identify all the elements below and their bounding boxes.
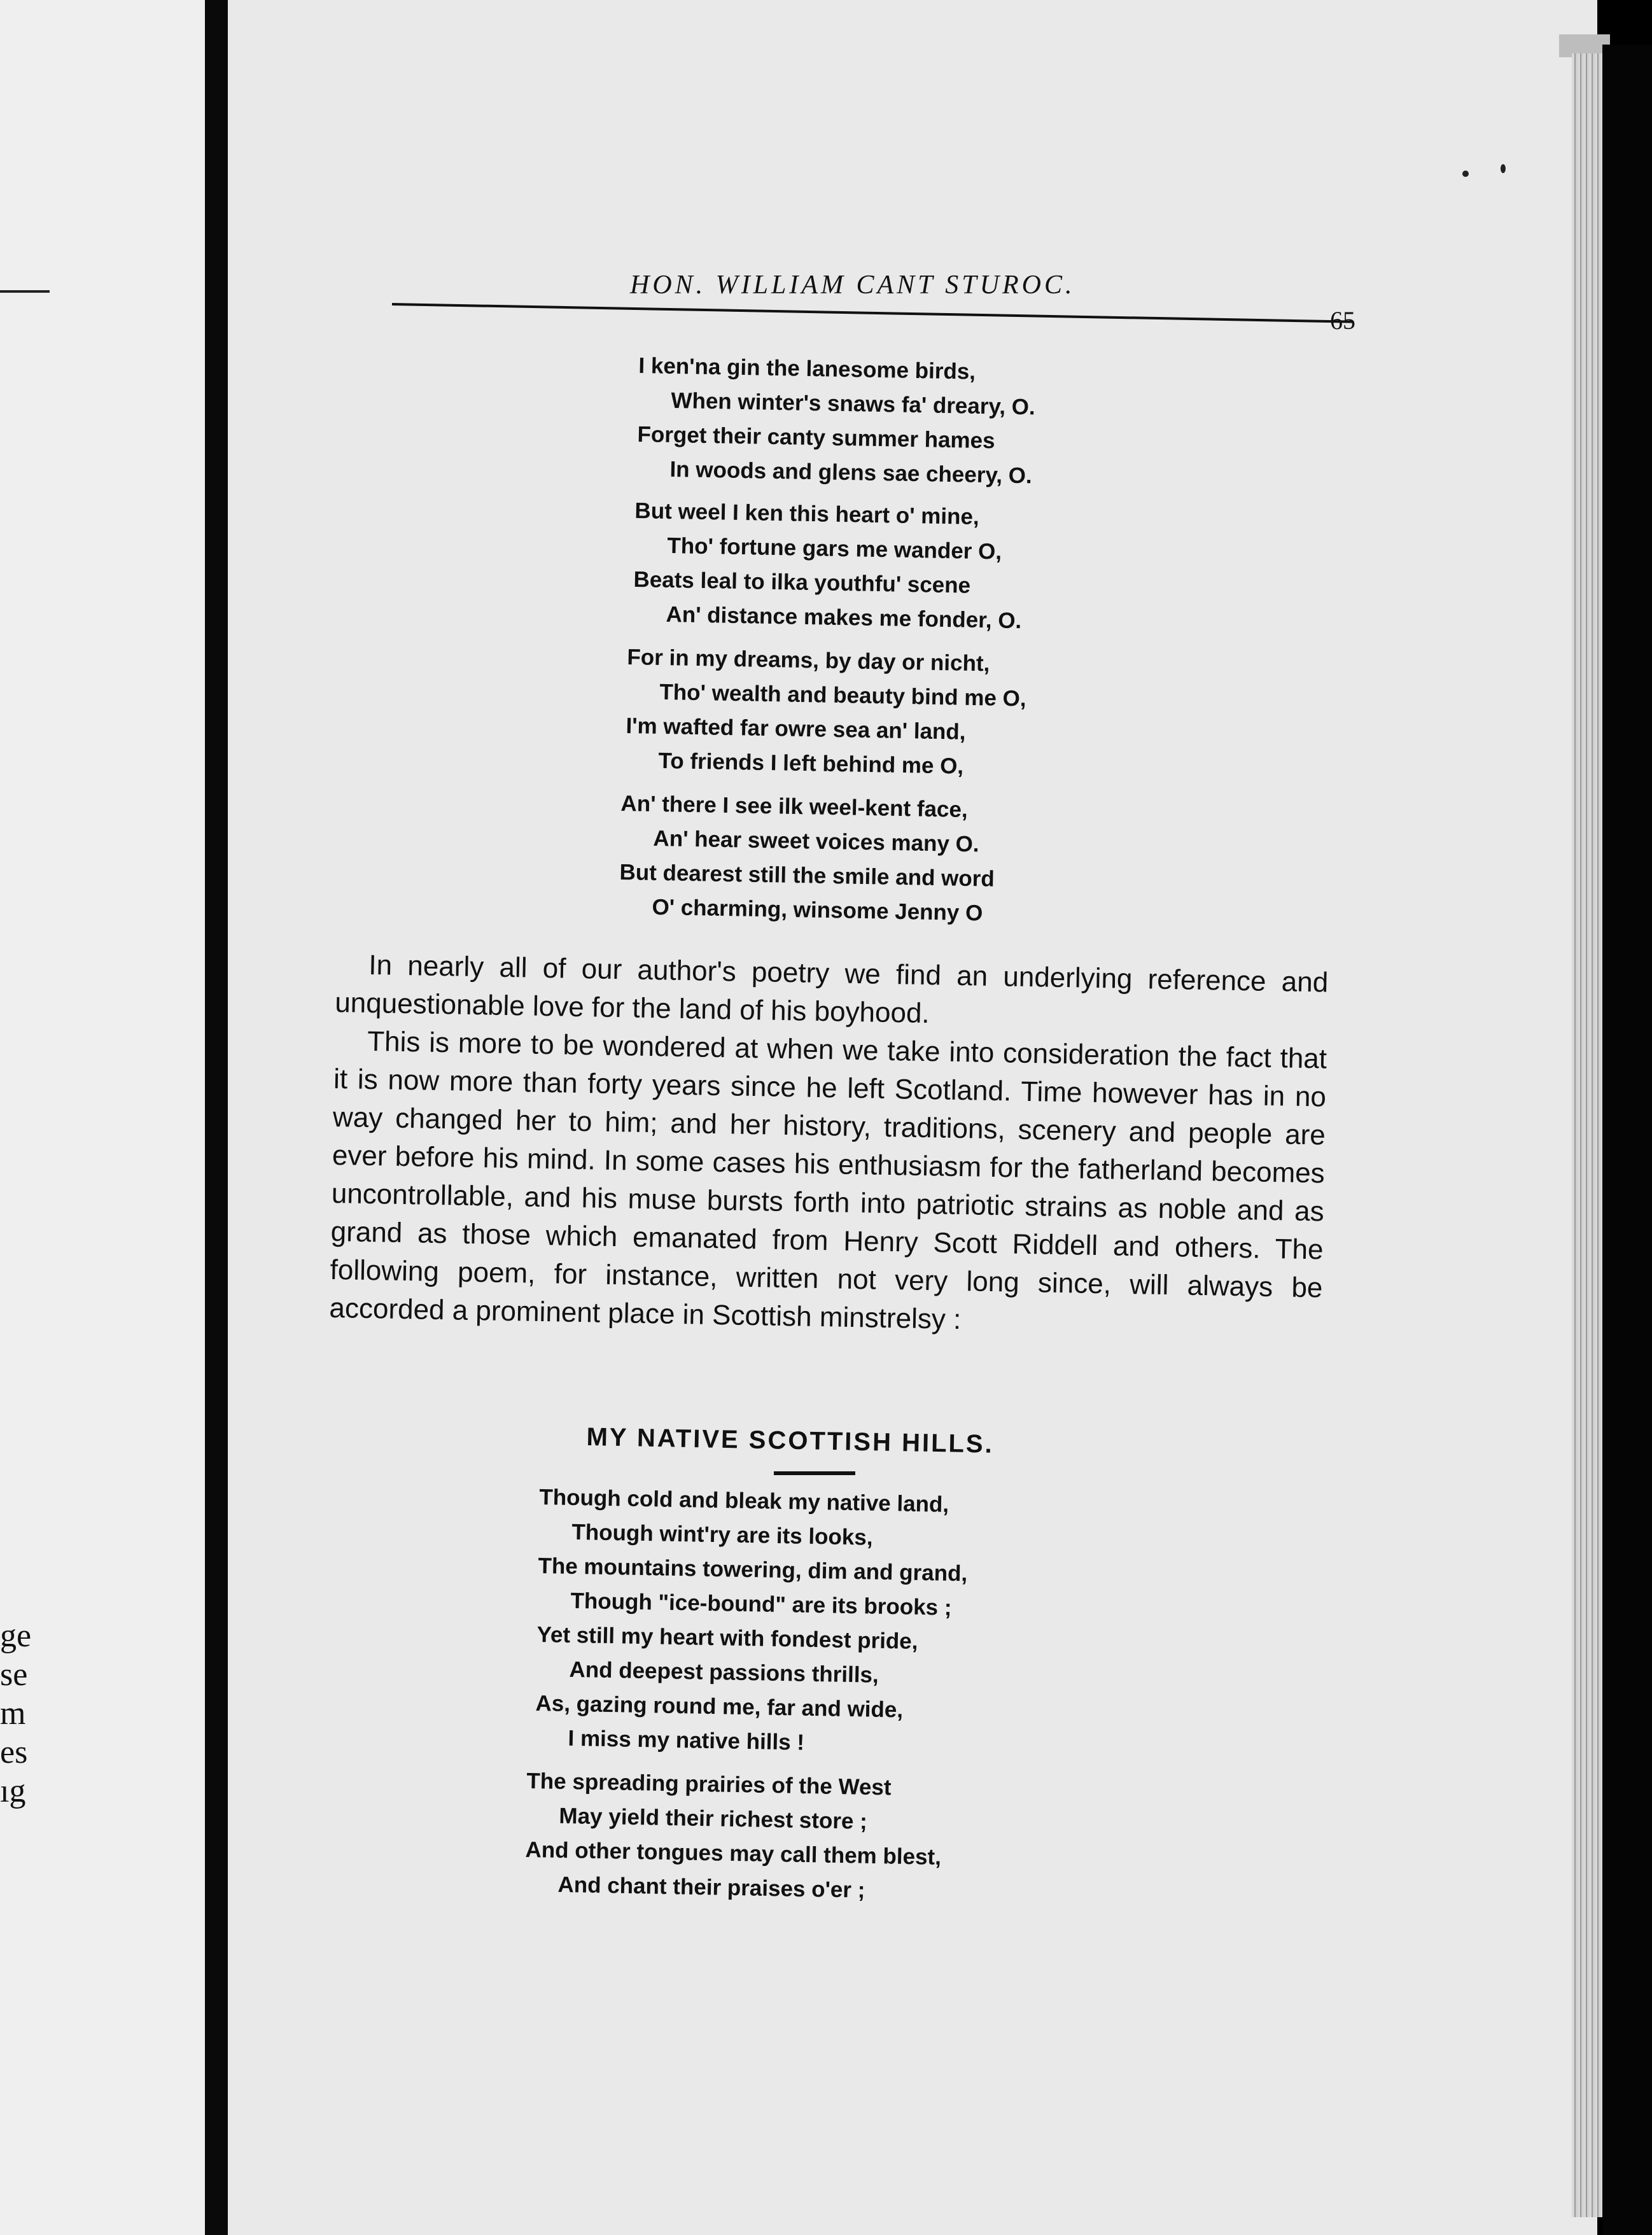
ink-speck [1501,164,1506,173]
page-number: 65 [1330,306,1355,335]
verse-line: And other tongues may call them blest, [525,1837,942,1870]
verse-line: Though "ice-bound" are its brooks ; [570,1588,952,1620]
verse-line: I'm wafted far owre sea an' land, [626,713,966,745]
page-edges [1572,53,1602,2217]
verse-line: And deepest passions thrills, [569,1657,879,1688]
verse-line: But weel I ken this heart o' mine, [634,498,979,529]
verse-line: When winter's snaws fa' dreary, O. [671,388,1036,420]
verse-line: But dearest still the smile and word [619,859,995,892]
verse-line: Beats leal to ilka youthfu' scene [633,566,971,598]
left-fragment: ıg [0,1773,26,1809]
verse-line: The spreading prairies of the West [526,1768,892,1800]
verse-line: May yield their richest store ; [559,1803,868,1834]
verse-line: Though wint'ry are its looks, [571,1519,873,1550]
left-fragment: se [0,1657,28,1693]
verse-line: Though cold and bleak my native land, [539,1484,949,1517]
verse-line: Tho' wealth and beauty bind me O, [659,679,1026,711]
verse-line: The mountains towering, dim and grand, [538,1553,968,1587]
stanza [625,640,1027,785]
verse-line: For in my dreams, by day or nicht, [627,644,990,676]
prose-block [329,946,1329,1345]
paragraph: In nearly all of our author's poetry we find an underlying reference and unquestionable love for the land of his boyhood. [334,949,1329,1030]
left-fragment: ge [0,1618,32,1654]
page-edges-shadow [1602,45,1652,2235]
stanza [636,349,1036,493]
stanza [524,1764,942,1909]
left-page-fragments [0,1616,31,1811]
verse-line: In woods and glens sae cheery, O. [669,456,1033,489]
verse-line: Tho' fortune gars me wander O, [667,533,1002,564]
verse-line: As, gazing round me, far and wide, [535,1690,904,1723]
stanza [633,494,1024,638]
verse-line: I ken'na gin the lanesome birds, [638,353,976,384]
poem-title: MY NATIVE SCOTTISH HILLS. [586,1423,995,1459]
ink-speck [1462,171,1469,177]
left-page [0,0,205,2235]
left-page-rule [0,290,50,293]
paragraph: This is more to be wondered at when we take into consideration the fact that it is now more than forty years since he left Scotland. Time however has in no way changed her to him; and her history, traditions, scenery and people are ever before his mind. In some cases his enthusiasm for the fatherland becomes uncontrollable, and his muse bursts forth into patriotic strains as noble and as grand as those which emanated from Henry Scott Riddell and others. The following poem, for instance, written not very long since, will always be accorded a prominent place in Scottish minstrelsy : [329,1025,1327,1336]
verse-line: An' distance makes me fonder, O. [666,601,1022,634]
left-fragment: es [0,1734,28,1770]
left-fragment: m [0,1695,26,1732]
running-head: HON. WILLIAM CANT STUROC. [630,270,1075,300]
title-rule [774,1471,855,1475]
verse-line: Yet still my heart with fondest pride, [536,1622,918,1654]
verse-line: O' charming, winsome Jenny O [652,894,983,926]
verse-line: Forget their canty summer hames [637,421,995,454]
verse-line: I miss my native hills ! [568,1725,805,1755]
book-spine [205,0,228,2235]
verse-line: An' hear sweet voices many O. [653,825,979,857]
verse-line: An' there I see ilk weel-kent face, [620,790,968,822]
verse-line: To friends I left behind me O, [658,748,964,779]
stanza [535,1480,969,1763]
verse-line: And chant their praises o'er ; [557,1872,865,1903]
stanza [619,787,996,931]
